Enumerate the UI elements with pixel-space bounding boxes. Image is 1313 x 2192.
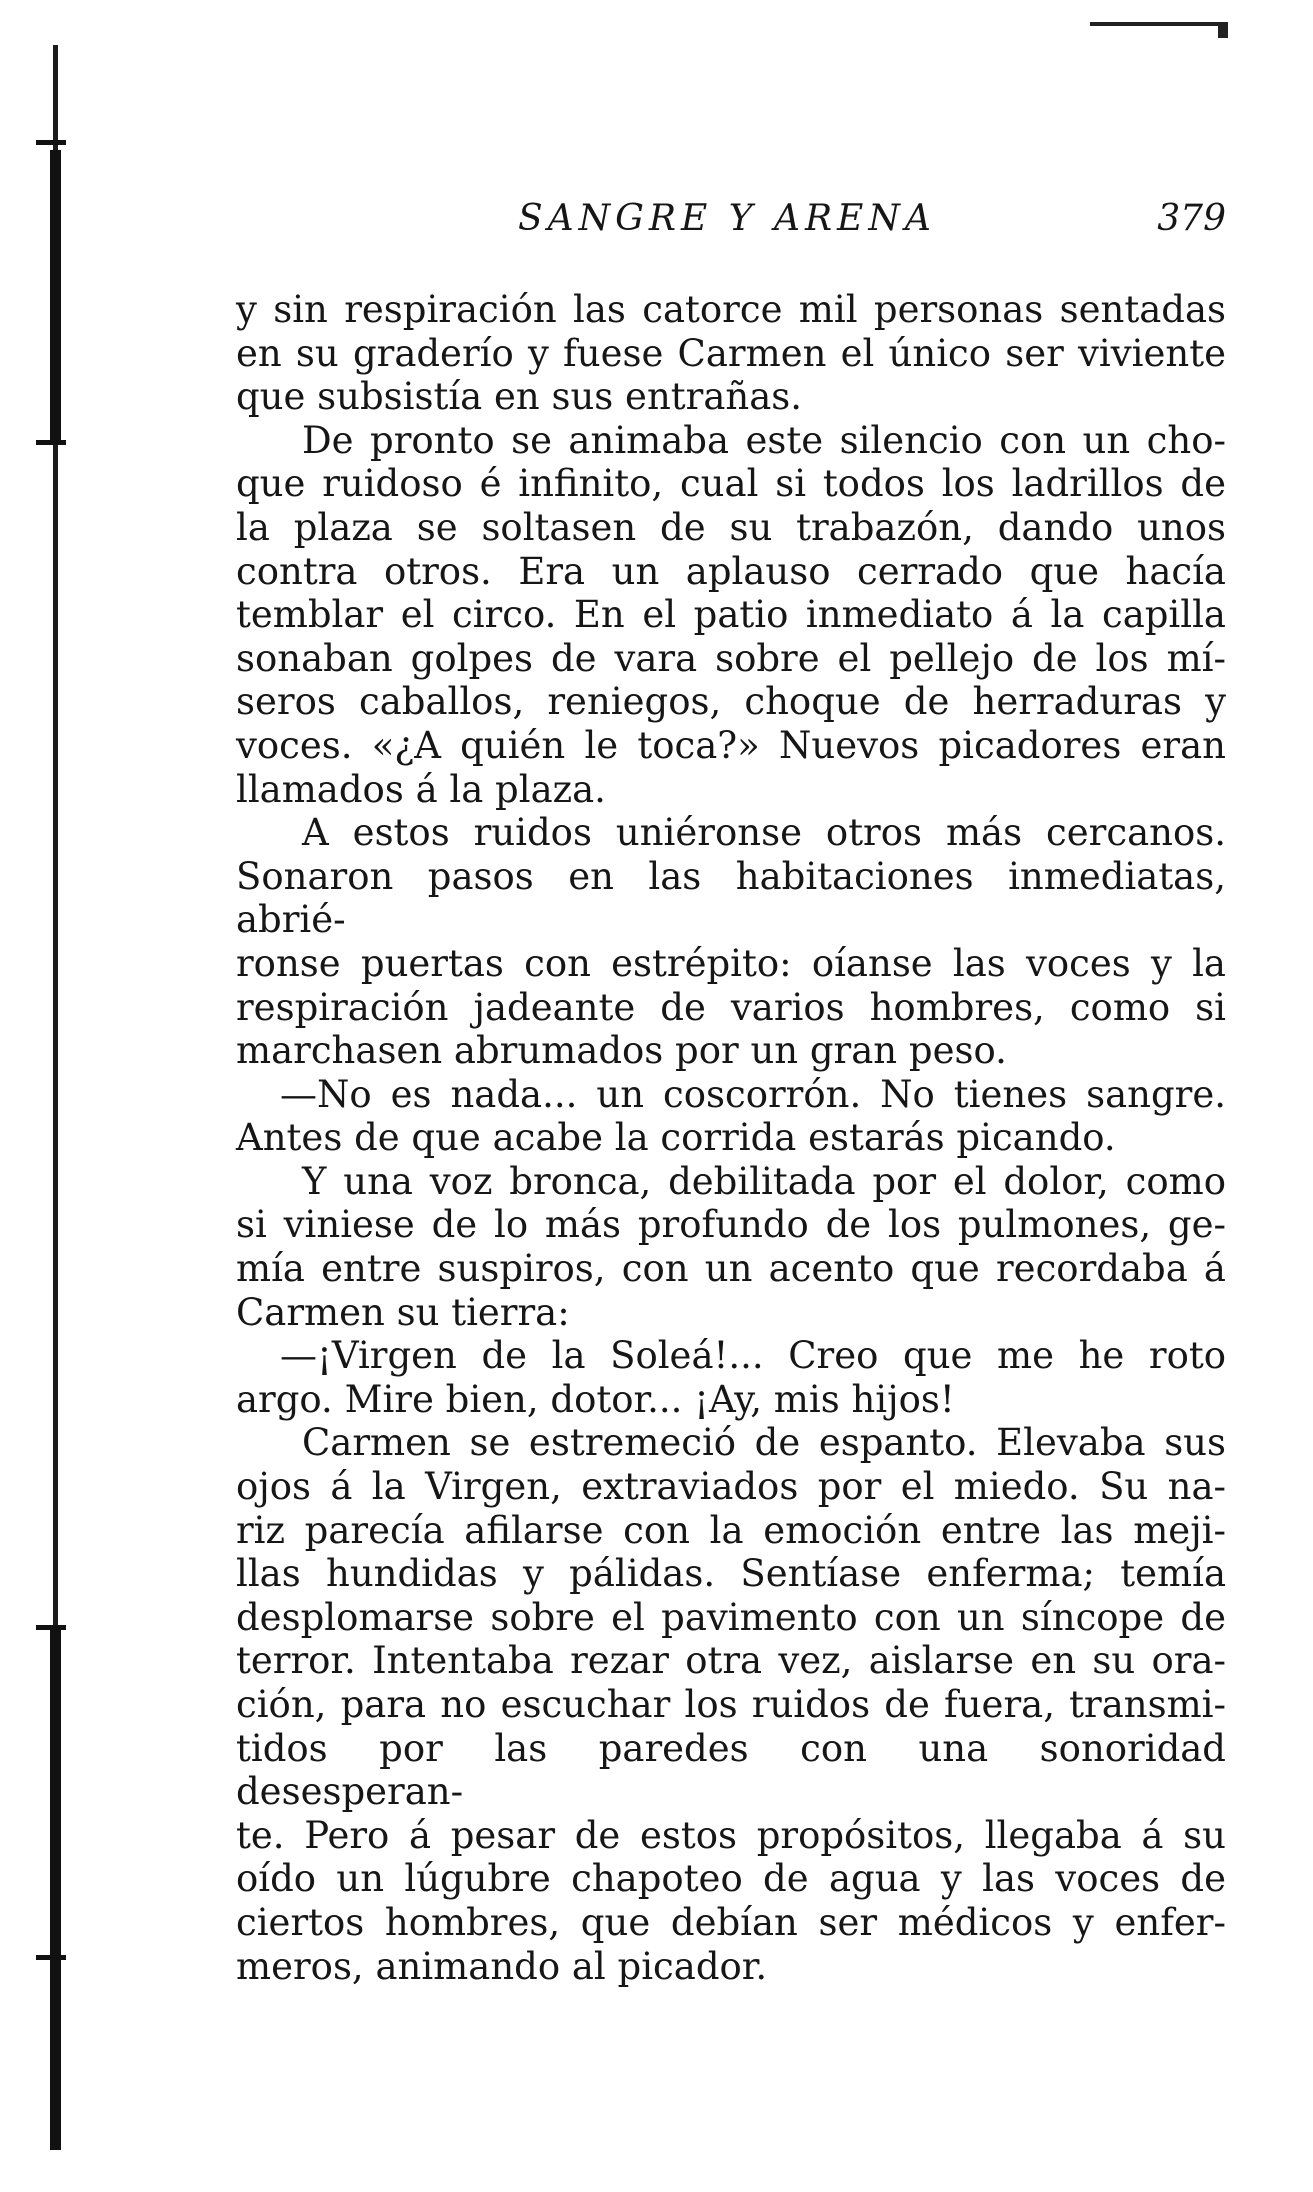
text-line: marchasen abrumados por un gran peso. — [236, 1029, 1007, 1073]
text-line: te. Pero á pesar de estos propósitos, llegaba á su — [236, 1813, 1226, 1857]
binding-tick — [36, 140, 66, 145]
text-line: llamados á la plaza. — [236, 767, 606, 811]
text-line: Sonaron pasos en las habitaciones inmediatas, abrié- — [236, 854, 1226, 942]
text-line: De pronto se animaba este silencio con un cho- — [302, 418, 1226, 462]
text-line: llas hundidas y pálidas. Sentíase enferma; temía — [236, 1552, 1226, 1596]
text-line: que ruidoso é infinito, cual si todos los ladrillos de — [236, 462, 1226, 506]
text-line: Carmen se estremeció de espanto. Elevaba sus — [302, 1421, 1226, 1465]
text-line: riz parecía afilarse con la emoción entre las meji- — [236, 1508, 1226, 1552]
text-line: seros caballos, reniegos, choque de herraduras y — [236, 680, 1226, 724]
text-line: que subsistía en sus entrañas. — [236, 375, 803, 419]
page-number: 379 — [1157, 198, 1226, 239]
binding-rule-thick — [50, 1630, 61, 2150]
text-line: en su graderío y fuese Carmen el único ser viviente — [236, 331, 1226, 375]
running-title: SANGRE Y ARENA — [518, 198, 936, 239]
binding-tick — [36, 440, 66, 445]
text-line: ronse puertas con estrépito: oíanse las voces y la — [236, 941, 1226, 985]
text-line: A estos ruidos uniéronse otros más cercanos. — [302, 811, 1226, 855]
page-header — [236, 198, 1226, 248]
binding-tick — [36, 1625, 66, 1630]
text-line: temblar el circo. En el patio inmediato á la capilla — [236, 593, 1226, 637]
text-line: y sin respiración las catorce mil personas sentadas — [236, 288, 1226, 331]
text-line: oído un lúgubre chapoteo de agua y las voces de — [236, 1857, 1226, 1901]
text-line: si viniese de lo más profundo de los pulmones, ge- — [236, 1203, 1226, 1247]
text-line: —No es nada... un coscorrón. No tienes sangre. — [280, 1072, 1226, 1116]
binding-tick — [36, 1955, 66, 1960]
text-line: sonaban golpes de vara sobre el pellejo de los mí- — [236, 636, 1226, 680]
text-line: terror. Intentaba rezar otra vez, aislarse en su ora- — [236, 1639, 1226, 1683]
text-line: Carmen su tierra: — [236, 1290, 570, 1334]
text-line: Y una voz bronca, debilitada por el dolor, como — [302, 1159, 1226, 1203]
text-line: ción, para no escuchar los ruidos de fuera, transmi- — [236, 1683, 1226, 1726]
text-line: ojos á la Virgen, extraviados por el miedo. Su na- — [236, 1465, 1226, 1509]
text-line: Antes de que acabe la corrida estarás picando. — [236, 1116, 1116, 1160]
corner-ink-mark — [1090, 22, 1228, 36]
text-line: la plaza se soltasen de su trabazón, dando unos — [236, 505, 1226, 549]
text-line: voces. «¿A quién le toca?» Nuevos picadores eran — [236, 723, 1226, 767]
text-line: tidos por las paredes con una sonoridad desesperan- — [236, 1726, 1226, 1814]
text-line: argo. Mire bien, dotor... ¡Ay, mis hijos! — [236, 1377, 955, 1421]
text-line: meros, animando al picador. — [236, 1944, 768, 1988]
text-line: contra otros. Era un aplauso cerrado que hacía — [236, 549, 1226, 593]
body-text — [236, 288, 1226, 1988]
text-line: —¡Virgen de la Soleá!... Creo que me he roto — [280, 1334, 1226, 1378]
text-line: ciertos hombres, que debían ser médicos y enfer- — [236, 1900, 1226, 1944]
text-line: respiración jadeante de varios hombres, como si — [236, 985, 1226, 1029]
text-line: desplomarse sobre el pavimento con un síncope de — [236, 1595, 1226, 1639]
binding-rule-thick — [50, 150, 61, 440]
text-line: mía entre suspiros, con un acento que recordaba á — [236, 1247, 1226, 1291]
